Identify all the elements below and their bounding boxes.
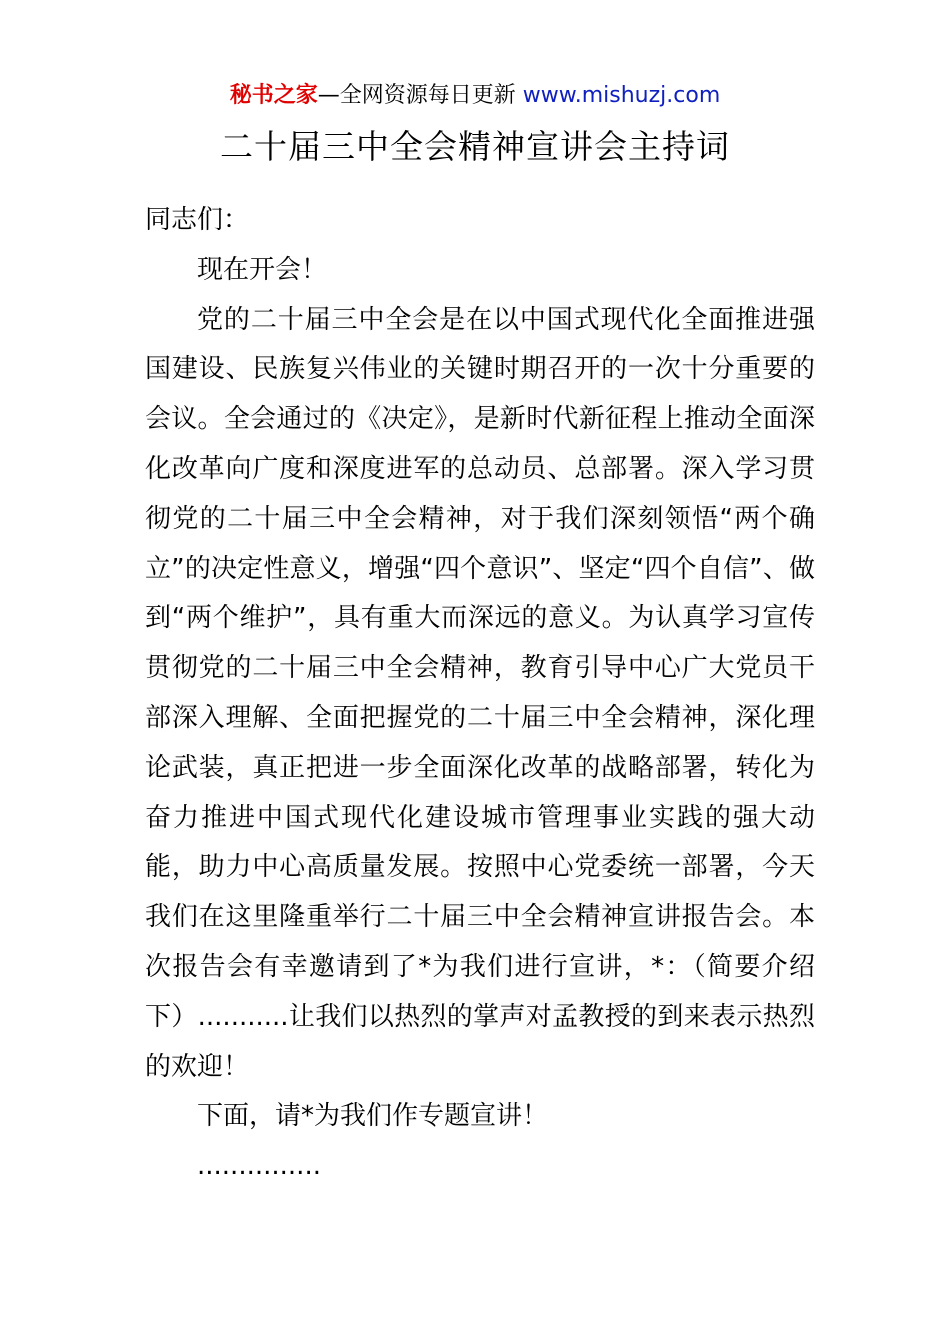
paragraph-ellipsis: ...............: [197, 1151, 321, 1182]
paragraph-invitation: 下面，请*为我们作专题宣讲！: [197, 1101, 549, 1132]
document-title: 二十届三中全会精神宣讲会主持词: [220, 127, 730, 166]
salutation: 同志们：: [145, 205, 250, 235]
document-body: [145, 196, 815, 1192]
paragraph-opening: 现在开会！: [197, 254, 328, 285]
site-header: [0, 80, 950, 112]
paragraph-main: 党的二十届三中全会是在以中国式现代化全面推进强国建设、民族复兴伟业的关键时期召开的一次十分重要的会议。全会通过的《决定》，是新时代新征程上推动全面深化改革向广度和深度进军的总动员、总部署。深入学习贯彻党的二十届三中全会精神，对于我们深刻领悟“两个确立”的决定性意义，增强“四个意识”、坚定“四个自信”、做到“两个维护”，具有重大而深远的意义。为认真学习宣传贯彻党的二十届三中全会精神，教育引导中心广大党员干部深入理解、全面把握党的二十届三中全会精神，深化理论武装，真正把进一步全面深化改革的战略部署，转化为奋力推进中国式现代化建设城市管理事业实践的强大动能，助力中心高质量发展。按照中心党委统一部署，今天我们在这里隆重举行二十届三中全会精神宣讲报告会。本次报告会有幸邀请到了*为我们进行宣讲，*：（简要介绍下）...........让我们以热烈的掌声对孟教授的到来表示热烈的欢迎！: [145, 304, 815, 1082]
site-url-link[interactable]: www.mishuzj.com: [522, 83, 721, 108]
brand-name: 秘书之家: [229, 83, 318, 108]
header-tagline: —全网资源每日更新: [317, 83, 523, 108]
